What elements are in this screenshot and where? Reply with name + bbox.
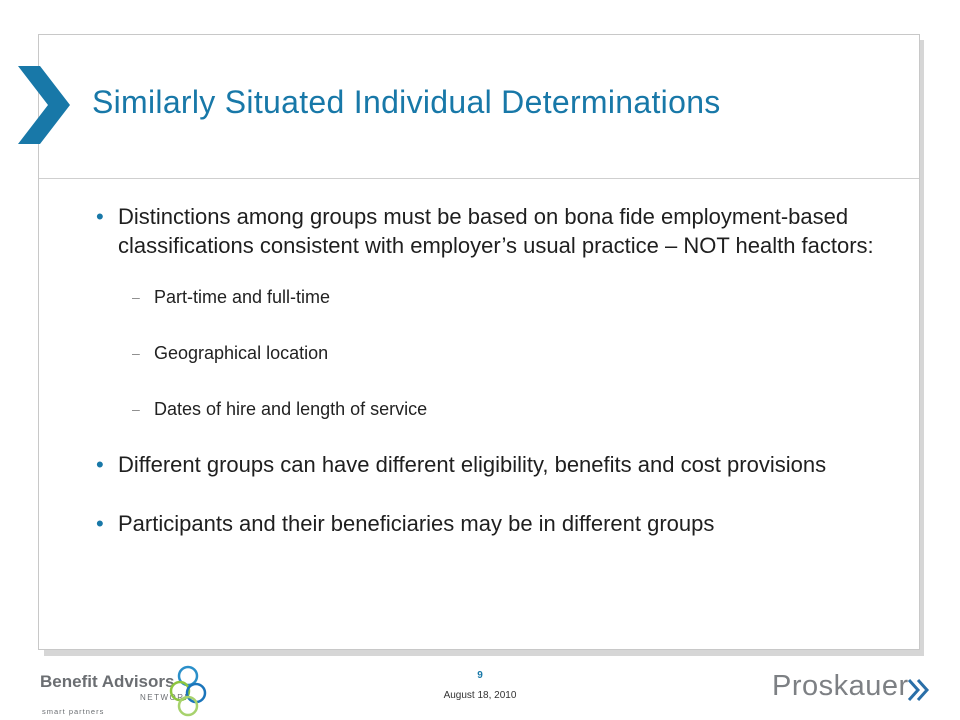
logo-tagline: smart partners bbox=[42, 707, 105, 716]
benefit-advisors-logo bbox=[36, 662, 216, 720]
bullet-text: Different groups can have different eligibility, benefits and cost provisions bbox=[118, 452, 827, 477]
sub-bullet-item bbox=[108, 342, 898, 364]
dash-icon: – bbox=[132, 401, 140, 417]
double-chevron-icon bbox=[906, 678, 932, 702]
dash-icon: – bbox=[132, 289, 140, 305]
dash-icon: – bbox=[132, 345, 140, 361]
sub-bullet-item bbox=[108, 286, 898, 308]
sub-bullet-text: Geographical location bbox=[154, 343, 329, 363]
proskauer-logo bbox=[770, 668, 940, 710]
rings-icon bbox=[166, 664, 214, 718]
slide-date: August 18, 2010 bbox=[443, 690, 517, 701]
sub-bullet-text: Part-time and full-time bbox=[154, 287, 331, 307]
bullet-text: Distinctions among groups must be based on bona fide employment-based classifications consistent with employer’s usual practice – NOT health factors: bbox=[118, 204, 874, 258]
bullet-dot-icon: • bbox=[96, 511, 104, 536]
sub-bullet-text: Dates of hire and length of service bbox=[154, 399, 428, 419]
logo-name: Benefit Advisors bbox=[40, 672, 175, 691]
bullet-item bbox=[96, 450, 898, 479]
bullet-dot-icon: • bbox=[96, 204, 104, 229]
bullet-item bbox=[96, 202, 898, 260]
bullet-text: Participants and their beneficiaries may be in different groups bbox=[118, 511, 715, 536]
bullet-dot-icon: • bbox=[96, 452, 104, 477]
slide-body bbox=[96, 202, 898, 538]
proskauer-wordmark: Proskauer bbox=[772, 670, 909, 702]
sub-bullet-item bbox=[108, 398, 898, 420]
chevron-icon bbox=[14, 64, 74, 146]
title-divider bbox=[39, 178, 919, 179]
logo-network: NETWORK bbox=[140, 693, 192, 702]
bullet-item bbox=[96, 509, 898, 538]
page-number: 9 bbox=[477, 670, 483, 681]
slide-title: Similarly Situated Individual Determinations bbox=[92, 84, 721, 120]
